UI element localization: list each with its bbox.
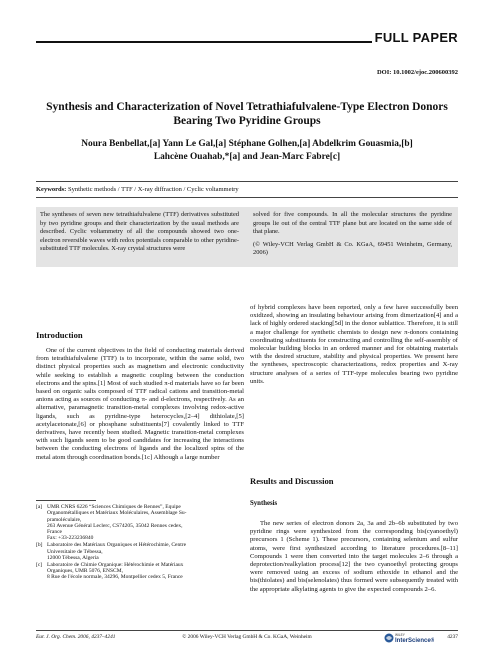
footnote-tag: [a] xyxy=(36,504,43,510)
footnote-line: Fax: +33-223236840 xyxy=(47,535,94,542)
footnote-tag: [c] xyxy=(36,561,43,568)
keywords-text: Synthetic methods / TTF / X-ray diffraction / Cyclic voltammetry xyxy=(67,186,239,193)
logo-interscience-text: InterScience® xyxy=(395,638,434,644)
footnote-line: Organométalliques et Matériaux Moléculaires, Assemblage Su- xyxy=(47,510,187,517)
introduction-paragraph: One of the current objectives in the field of conducting materials derived from tetrathiafulvalene (TTF) is to incorporate, within the same solid, two distinct physical properties such as magnetism and electronic conductivity while seeking to establish a magnetic coupling between the conduction electrons and the spins.[1] Most of such studied π-d materials have so far been based on organic salts composed of TTF radical cations and transition-metal anions acting as sources of conducting π- and d-electrons, respectively. As an alternative, paramagnetic transition-metal complexes involving redox-active ligands, such as pyridine-type heterocycles,[2–4] dithiolate,[5] acetylacetonate,[6] or phosphane substituents[7] covalently linked to TTF derivatives, have recently been studied. Magnetic transition-metal complexes with such ligands seem to be good candidates for increasing the interactions between the conducting electrons of ligands and the localized spins of the metal atom through coordination bonds.[1c] Although a large number xyxy=(36,347,244,461)
footnote-item xyxy=(36,504,244,542)
footnote-line: Laboratoire des Matériaux Organiques et Hétérochimie, Centre xyxy=(47,542,187,549)
footnote-line: Universitaire de Tébessa, xyxy=(47,548,103,555)
page-number: 4237 xyxy=(447,634,458,640)
abstract-right-text: solved for five compounds. In all the molecular structures the pyridine groups lie out of the central TTF plane but are located on the same side of that plane. xyxy=(253,211,452,236)
synthesis-paragraph: The new series of electron donors 2a, 3a and 2b–6b substituted by two pyridine rings were synthesized from the corresponding bis(cyanoethyl) precursors 1 (Scheme 1). These precursors, containing selenium and sulfur atoms, were first synthesized according to literature procedures.[8–11] Compounds 1 were then converted into the target molecules 2–6 through a deprotection/realkylation process[12] the two cyanoethyl protecting groups were removed using an excess of sodium ethoxide in ethanol and the bis(thiolates) and bis(selenolates) thus formed were subsequently treated with the appropriate alkylating agents to give the expected compounds 2–6. xyxy=(250,520,458,593)
header-rule xyxy=(36,41,372,43)
right-column-intro xyxy=(250,304,458,386)
section-label: FULL PAPER xyxy=(374,30,458,45)
footnote-line: Organiques, UMR 5076, ENSCM, xyxy=(47,567,123,574)
footer-copyright: © 2006 Wiley-VCH Verlag GmbH & Co. KGaA, Weinheim xyxy=(182,634,312,640)
footnote-line: 12000 Tébessa, Algeria xyxy=(47,554,99,561)
footnote-line: 263 Avenue Général Leclerc, CS74205, 35042 Rennes cedex, xyxy=(47,522,183,529)
synthesis-subheading: Synthesis xyxy=(250,500,278,507)
footnote-line: Laboratoire de Chimie Organique: Hétérochimie et Matériaux xyxy=(47,561,184,568)
footer-journal: Eur. J. Org. Chem. 2006, 4237–4241 xyxy=(36,634,116,640)
results-heading: Results and Discussion xyxy=(250,476,334,486)
author-line-1: Noura Benbellat,[a] Yann Le Gal,[a] Stéphane Golhen,[a] Abdelkrim Gouasmia,[b] xyxy=(81,139,413,149)
footnote-body xyxy=(47,562,183,581)
affiliation-footnotes xyxy=(36,504,244,581)
wiley-interscience-logo xyxy=(384,631,434,645)
introduction-column xyxy=(36,347,244,462)
footnote-rule xyxy=(36,500,96,501)
interscience-logo-icon xyxy=(384,631,434,645)
keywords-top-rule xyxy=(36,181,458,182)
abstract-left-column: The syntheses of seven new tetrathiafulvalene (TTF) derivatives substituted by two pyridine groups and their characterization by the usual methods are described. Cyclic voltammetry of all the compounds showed two one-electron reversible waves with redox potentials comparable to other pyridine-substituted TTF molecules. X-ray crystal structures were xyxy=(40,211,239,253)
keywords-label: Keywords: xyxy=(36,186,67,193)
abstract-right-column xyxy=(253,211,452,258)
article-title: Synthesis and Characterization of Novel Tetrathiafulvalene-Type Electron Donors Bearing Two Pyridine Groups xyxy=(46,101,448,127)
footnote-line: pramoléculaire, xyxy=(47,516,82,523)
footnote-line: 8 Rue de l'école normale, 34296, Montpellier cedex 5, France xyxy=(47,574,183,581)
logo-wiley-text: WILEY xyxy=(395,633,405,637)
intro-continuation: of hybrid complexes have been reported, only a few have successfully been oxidized, showing an insulating behaviour arising from dimerization[4] and a lack of highly ordered stacking[5d] in the donor sublattice. Therefore, it is still a major challenge for synthetic chemists to design new π-donors containing coordinating substituents for constructing and controlling the self-assembly of molecular building blocks in an ordered manner and for obtaining materials with the desired structure, stability and physical properties. We present here the syntheses, spectroscopic characterizations, redox properties and X-ray structure analyses of a series of TTF-type molecules bearing two pyridine units. xyxy=(250,304,458,385)
keywords-bottom-rule xyxy=(36,197,458,198)
keywords-line xyxy=(36,186,239,193)
author-line-2: Lahcène Ouahab,*[a] and Jean-Marc Fabre[c] xyxy=(153,152,341,162)
footnote-tag: [b] xyxy=(36,542,43,549)
footnote-item xyxy=(36,562,244,581)
abstract-copyright: (© Wiley-VCH Verlag GmbH & Co. KGaA, 69451 Weinheim, Germany, 2006) xyxy=(253,240,452,257)
footnote-body xyxy=(47,542,186,561)
footnote-line: UMR CNRS 6226 “Sciences Chimiques de Rennes”, Equipe xyxy=(47,504,181,510)
doi-line: DOI: 10.1002/ejoc.200600392 xyxy=(376,69,458,76)
footnote-body xyxy=(47,504,187,542)
introduction-heading: Introduction xyxy=(36,330,83,340)
footnote-line: France xyxy=(47,529,62,536)
footnote-item xyxy=(36,542,244,561)
synthesis-column xyxy=(250,520,458,594)
author-list xyxy=(40,138,454,164)
